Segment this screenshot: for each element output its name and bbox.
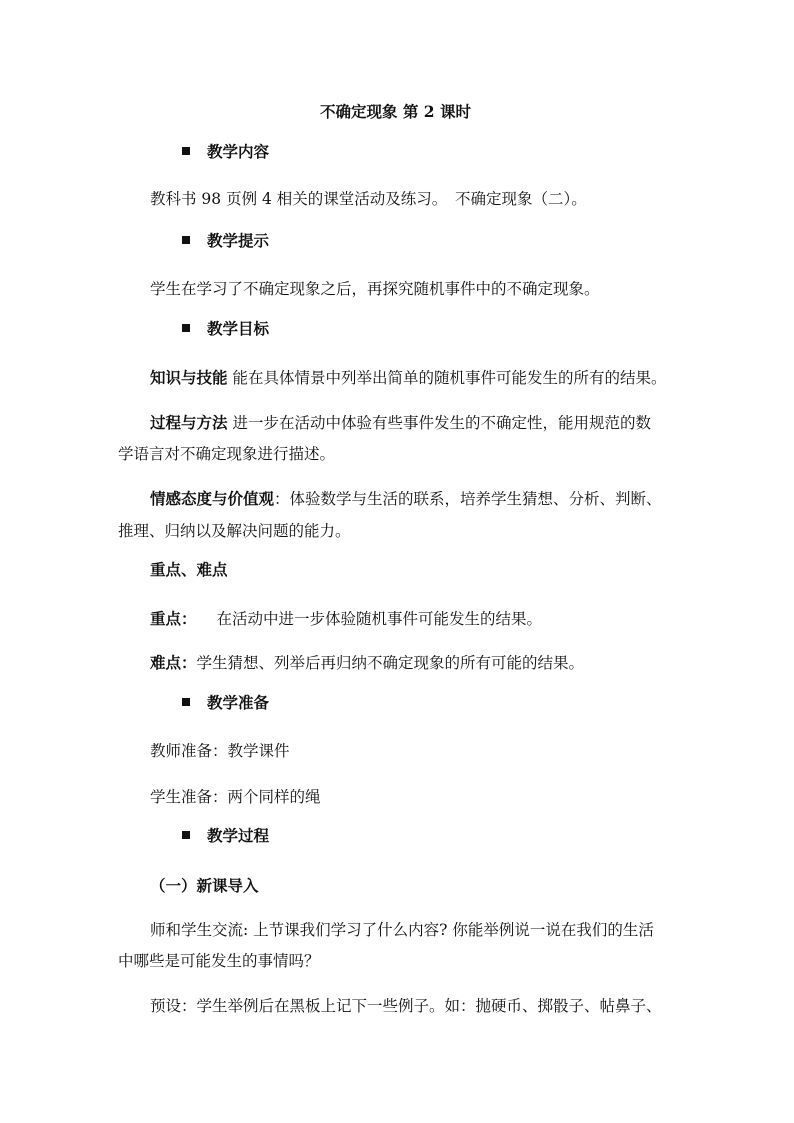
section-heading-goals — [182, 318, 269, 340]
paragraph-teacher-prep: 教师准备：教学课件 — [150, 742, 290, 760]
section-heading-preparation — [182, 692, 269, 714]
inline-text: ：体验数学与生活的联系，培养学生猜想、分析、判断、 — [274, 490, 662, 508]
paragraph: 师和学生交流: 上节课我们学习了什么内容? 你能举例说一说在我们的生活 — [150, 921, 654, 939]
square-bullet-icon — [182, 698, 190, 706]
paragraph-continuation: 推理、归纳以及解决问题的能力。 — [118, 522, 351, 540]
section-heading-hint — [182, 230, 269, 252]
section-heading-content — [182, 141, 269, 163]
section-heading-label: 教学内容 — [207, 142, 270, 161]
paragraph-process — [150, 412, 651, 434]
paragraph: 预设：学生举例后在黑板上记下一些例子。如：抛硬币、掷骰子、帖鼻子、 — [150, 997, 662, 1015]
inline-label: 难点： — [150, 653, 197, 672]
section-heading-key-points: 重点、难点 — [150, 560, 228, 579]
page-title: 不确定现象 第 2 课时 — [320, 102, 471, 121]
section-heading-label: 教学过程 — [207, 826, 270, 845]
paragraph-continuation: 中哪些是可能发生的事情吗？ — [118, 952, 320, 970]
inline-label: 过程与方法 — [150, 413, 228, 432]
paragraph-continuation: 学语言对不确定现象进行描述。 — [118, 445, 336, 463]
section-heading-label: 教学目标 — [207, 319, 270, 338]
inline-label: 情感态度与价值观 — [150, 489, 275, 508]
inline-text: 学生猜想、列举后再归纳不确定现象的所有可能的结果。 — [196, 654, 585, 672]
subsection-heading: （一）新课导入 — [150, 876, 259, 895]
paragraph-emotion — [150, 488, 662, 510]
section-heading-process — [182, 825, 269, 847]
inline-label: 知识与技能 — [150, 368, 228, 387]
square-bullet-icon — [182, 324, 190, 332]
inline-text: 能在具体情景中列举出简单的随机事件可能发生的所有的结果。 — [227, 369, 667, 387]
paragraph-student-prep: 学生准备：两个同样的绳 — [150, 788, 321, 806]
square-bullet-icon — [182, 831, 190, 839]
paragraph-key — [150, 608, 542, 630]
paragraph-difficulty — [150, 652, 584, 674]
inline-label: 重点： — [150, 609, 197, 628]
paragraph: 教科书 98 页例 4 相关的课堂活动及练习。 不确定现象（二）。 — [150, 190, 587, 208]
section-heading-label: 教学准备 — [207, 693, 270, 712]
inline-text: 进一步在活动中体验有些事件发生的不确定性，能用规范的数 — [227, 414, 651, 432]
square-bullet-icon — [182, 147, 190, 155]
section-heading-label: 教学提示 — [207, 231, 270, 250]
inline-text: 在活动中进一步体验随机事件可能发生的结果。 — [216, 610, 543, 628]
paragraph-knowledge — [150, 367, 666, 389]
square-bullet-icon — [182, 236, 190, 244]
paragraph: 学生在学习了不确定现象之后，再探究随机事件中的不确定现象。 — [150, 280, 600, 298]
